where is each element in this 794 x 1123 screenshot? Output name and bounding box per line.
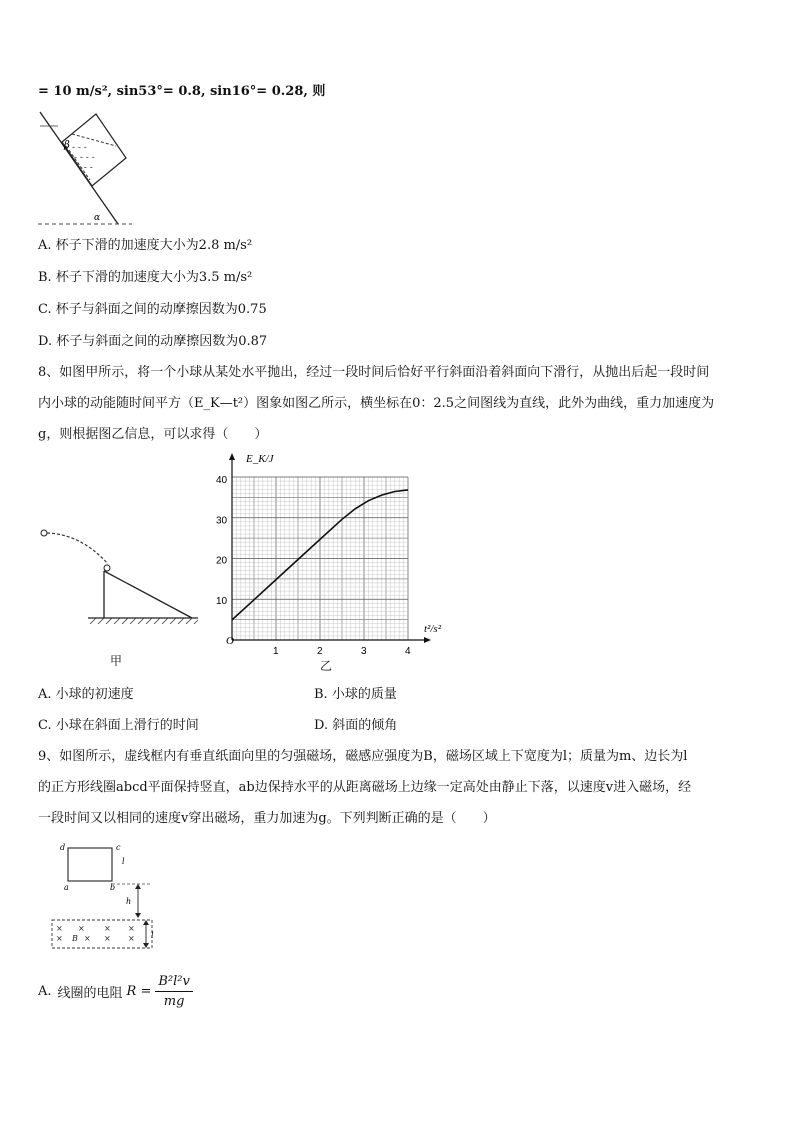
corner-d: d bbox=[60, 843, 66, 852]
side-l: l bbox=[122, 857, 125, 866]
chart-x-label: t²/s² bbox=[424, 623, 441, 635]
svg-text:×: × bbox=[78, 924, 85, 933]
q7-option-d[interactable]: D. 杯子与斜面之间的动摩擦因数为0.87 bbox=[38, 334, 268, 349]
alpha-label: α bbox=[94, 213, 101, 223]
fig-jia-caption: 甲 bbox=[110, 654, 123, 668]
q9-coil-field-figure bbox=[46, 838, 170, 962]
q7-option-b[interactable]: B. 杯子下滑的加速度大小为3.5 m/s² bbox=[38, 270, 253, 285]
chart-grid bbox=[232, 477, 408, 640]
corner-c: c bbox=[116, 843, 121, 852]
svg-text:×: × bbox=[56, 924, 63, 933]
x-tick-label: 1 bbox=[273, 646, 279, 657]
svg-text:- - -: - - - bbox=[72, 143, 87, 153]
resistance-fraction: $\frac{\text{B²l²v}}{mg}$ bbox=[155, 974, 192, 1009]
q9-stem-line1: 9、如图所示，虚线框内有垂直纸面向里的匀强磁场，磁感应强度为B，磁场区域上下宽度为l；质量为m、边长为l bbox=[38, 749, 688, 764]
q7-incline-cup-figure bbox=[36, 110, 136, 226]
corner-a: a bbox=[64, 883, 69, 892]
svg-text:×: × bbox=[128, 924, 135, 933]
chart-y-label: E_K/J bbox=[246, 453, 274, 465]
q8-option-a[interactable]: A. 小球的初速度 bbox=[38, 687, 134, 702]
q9-stem-line3: 一段时间又以相同的速度v穿出磁场，重力加速为g。下列判断正确的是（ ） bbox=[38, 811, 496, 826]
q8-stem-line2: 内小球的动能随时间平方（E_K—t²）图象如图乙所示，横坐标在0：2.5之间图线为直线，此外为曲线，重力加速度为 bbox=[38, 396, 715, 411]
q7-option-c[interactable]: C. 杯子与斜面之间的动摩擦因数为0.75 bbox=[38, 302, 267, 317]
q7-given-line: = 10 m/s², sin53°= 0.8, sin16°= 0.28, 则 bbox=[38, 84, 326, 99]
q7-option-a[interactable]: A. 杯子下滑的加速度大小为2.8 m/s² bbox=[38, 238, 253, 253]
q8-figure-jia bbox=[36, 520, 200, 630]
svg-text:×: × bbox=[56, 934, 63, 943]
q9-option-a[interactable]: A. 线圈的电阻 R = $\frac{\text{B²l²v}}{mg}$ bbox=[38, 968, 193, 1014]
q8-option-b[interactable]: B. 小球的质量 bbox=[314, 687, 397, 702]
corner-b: b bbox=[110, 883, 116, 892]
q8-stem-line1: 8、如图甲所示，将一个小球从某处水平抛出，经过一段时间后恰好平行斜面沿着斜面向下滑行，从抛出后起一段时间 bbox=[38, 365, 710, 380]
chart-origin-label: O bbox=[226, 635, 234, 647]
h-label: h bbox=[126, 897, 132, 906]
x-tick-label: 2 bbox=[317, 646, 323, 657]
fig-yi-caption: 乙 bbox=[320, 659, 333, 673]
q8-option-c[interactable]: C. 小球在斜面上滑行的时间 bbox=[38, 718, 199, 733]
q8-stem-line3: g，则根据图乙信息，可以求得（ ） bbox=[38, 427, 268, 442]
svg-text:×: × bbox=[104, 924, 111, 933]
y-axis-arrow bbox=[229, 453, 235, 460]
q8-option-d[interactable]: D. 斜面的倾角 bbox=[314, 718, 398, 733]
field-B: B bbox=[72, 934, 78, 943]
y-tick-label: 10 bbox=[216, 595, 228, 607]
y-tick-label: 20 bbox=[216, 555, 228, 567]
x-axis-arrow bbox=[424, 637, 431, 643]
svg-text:×: × bbox=[84, 934, 91, 943]
y-tick-label: 30 bbox=[216, 515, 228, 527]
x-tick-label: 3 bbox=[361, 646, 367, 657]
beta-label: β bbox=[64, 140, 70, 151]
q9-stem-line2: 的正方形线圈abcd平面保持竖直，ab边保持水平的从距离磁场上边缘一定高处由静止下落，以速度v进入磁场，经 bbox=[38, 780, 692, 795]
width-l: l bbox=[151, 931, 154, 940]
y-tick-label: 40 bbox=[216, 475, 228, 486]
svg-text:×: × bbox=[104, 934, 111, 943]
svg-text:- - -: - - - bbox=[78, 163, 93, 173]
svg-text:- - - -: - - - - bbox=[74, 153, 95, 163]
svg-text:×: × bbox=[128, 934, 135, 943]
x-tick-label: 4 bbox=[405, 646, 411, 657]
q8-chart-yi bbox=[214, 450, 448, 660]
chart-axes bbox=[229, 453, 431, 643]
